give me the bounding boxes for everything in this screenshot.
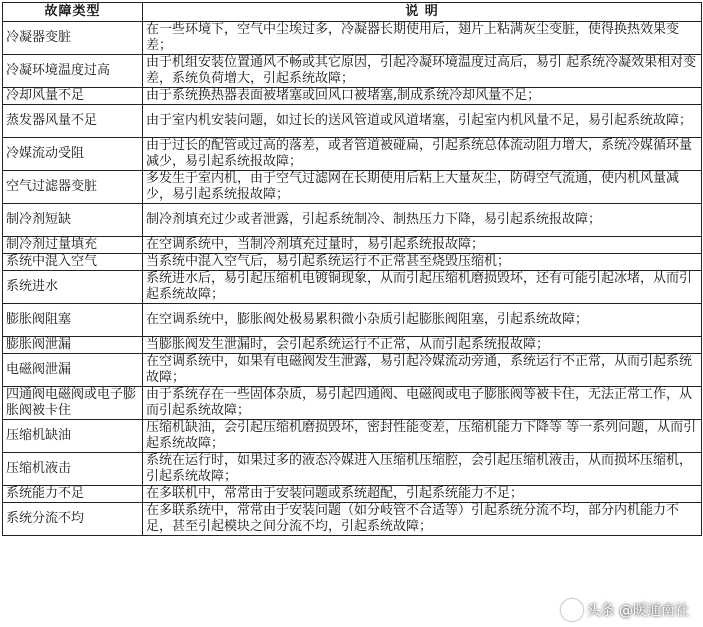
fault-table-sheet bbox=[2, 2, 701, 536]
table-row bbox=[3, 254, 702, 271]
fault-type-cell: 制冷剂过量填充 bbox=[3, 237, 143, 254]
fault-type-cell: 系统能力不足 bbox=[3, 486, 143, 503]
table-row bbox=[3, 304, 702, 337]
table-row bbox=[3, 354, 702, 387]
toutiao-logo-icon bbox=[561, 599, 583, 621]
fault-description-cell: 在空调系统中，如果有电磁阀发生泄露，易引起冷媒流动旁通，系统运行不正常，从而引起系统故障； bbox=[143, 354, 702, 387]
fault-description-cell: 系统进水后，易引起压缩机电镀铜现象，从而引起压缩机磨损毁坏，还有可能引起冰堵，从而引起系统故障； bbox=[143, 271, 702, 304]
fault-description-cell: 制冷剂填充过少或者泄露，引起系统制冷、制热压力下降，易引起系统报故障； bbox=[143, 204, 702, 237]
fault-description-cell: 在一些环境下，空气中尘埃过多，冷凝器长期使用后，翅片上粘满灰尘变脏，使得换热效果变差； bbox=[143, 22, 702, 55]
header-description: 说 明 bbox=[143, 3, 702, 22]
fault-description-cell: 由于室内机安装问题，如过长的送风管道或风道堵塞，引起室内机风量不足，易引起系统故障； bbox=[143, 105, 702, 138]
fault-type-cell: 四通阀电磁阀或电子膨胀阀被卡住 bbox=[3, 387, 143, 420]
watermark-text: 头条 @暖通南社 bbox=[586, 603, 689, 619]
fault-type-cell: 电磁阀泄漏 bbox=[3, 354, 143, 387]
fault-description-cell: 在空调系统中，膨胀阀处极易累积微小杂质引起膨胀阀阻塞，引起系统故障； bbox=[143, 304, 702, 337]
table-row bbox=[3, 503, 702, 536]
table-row bbox=[3, 237, 702, 254]
table-row bbox=[3, 337, 702, 354]
fault-type-cell: 压缩机液击 bbox=[3, 453, 143, 486]
table-row bbox=[3, 204, 702, 237]
fault-description-cell: 由于机组安装位置通风不畅或其它原因，引起冷凝环境温度过高后，易引 起系统冷凝效果相对变差，系统负荷增大，引起系统故障； bbox=[143, 55, 702, 88]
table-row bbox=[3, 22, 702, 55]
fault-description-cell: 多发生于室内机，由于空气过滤网在长期使用后粘上大量灰尘，防碍空气流通，使内机风量减少，易引起系统报故障； bbox=[143, 171, 702, 204]
table-row bbox=[3, 138, 702, 171]
watermark bbox=[561, 599, 689, 621]
fault-type-cell: 膨胀阀阻塞 bbox=[3, 304, 143, 337]
table-row bbox=[3, 453, 702, 486]
fault-type-cell: 空气过滤器变脏 bbox=[3, 171, 143, 204]
fault-description-cell: 在多联系统中，常常由于安装问题（如分岐管不合适等）引起系统分流不均，部分内机能力不足，甚至引起模块之间分流不均，引起系统故障； bbox=[143, 503, 702, 536]
fault-table bbox=[2, 2, 702, 536]
table-row bbox=[3, 105, 702, 138]
table-row bbox=[3, 171, 702, 204]
table-row bbox=[3, 271, 702, 304]
fault-description-cell: 系统在运行时，如果过多的液态冷媒进入压缩机压缩腔，会引起压缩机液击，从而损坏压缩机，引起系统故障； bbox=[143, 453, 702, 486]
fault-type-cell: 冷凝器变脏 bbox=[3, 22, 143, 55]
fault-description-cell: 当系统中混入空气后，易引起系统运行不正常甚至烧毁压缩机； bbox=[143, 254, 702, 271]
fault-type-cell: 系统分流不均 bbox=[3, 503, 143, 536]
fault-type-cell: 冷凝环境温度过高 bbox=[3, 55, 143, 88]
fault-type-cell: 冷媒流动受阻 bbox=[3, 138, 143, 171]
table-row bbox=[3, 420, 702, 453]
fault-description-cell: 在空调系统中，当制冷剂填充过量时，易引起系统报故障； bbox=[143, 237, 702, 254]
table-row bbox=[3, 486, 702, 503]
fault-type-cell: 膨胀阀泄漏 bbox=[3, 337, 143, 354]
fault-type-cell: 系统中混入空气 bbox=[3, 254, 143, 271]
fault-type-cell: 制冷剂短缺 bbox=[3, 204, 143, 237]
fault-type-cell: 冷却风量不足 bbox=[3, 88, 143, 105]
header-fault-type: 故障类型 bbox=[3, 3, 143, 22]
fault-type-cell: 蒸发器风量不足 bbox=[3, 105, 143, 138]
table-header-row bbox=[3, 3, 702, 22]
fault-description-cell: 由于过长的配管或过高的落差，或者管道被碰扁，引起系统总体流动阻力增大，系统冷媒循环量减少，易引起系统报故障； bbox=[143, 138, 702, 171]
fault-description-cell: 压缩机缺油，会引起压缩机磨损毁坏，密封性能变差，压缩机能力下降等 等一系列问题，从而引起系统故障； bbox=[143, 420, 702, 453]
fault-type-cell: 压缩机缺油 bbox=[3, 420, 143, 453]
fault-description-cell: 在多联机中，常常由于安装问题或系统超配，引起系统能力不足； bbox=[143, 486, 702, 503]
table-row bbox=[3, 88, 702, 105]
fault-description-cell: 由于系统换热器表面被堵塞或回风口被堵塞,制成系统冷却风量不足； bbox=[143, 88, 702, 105]
fault-description-cell: 当膨胀阀发生泄漏时，会引起系统运行不正常，从而引起系统报故障； bbox=[143, 337, 702, 354]
table-row bbox=[3, 55, 702, 88]
table-row bbox=[3, 387, 702, 420]
fault-type-cell: 系统进水 bbox=[3, 271, 143, 304]
fault-description-cell: 由于系统存在一些固体杂质，易引起四通阀、电磁阀或电子膨胀阀等被卡住，无法正常工作，从而引起系统故障； bbox=[143, 387, 702, 420]
